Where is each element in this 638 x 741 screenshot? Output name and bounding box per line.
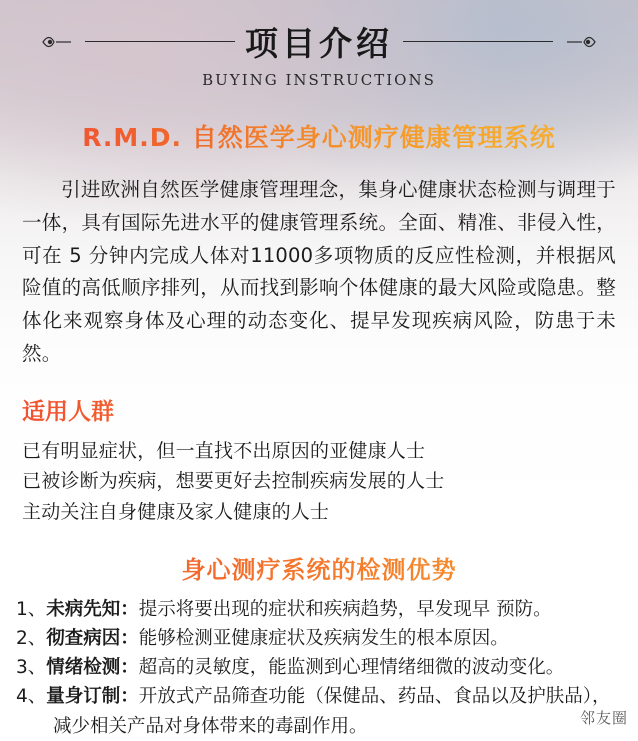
page-subtitle: BUYING INSTRUCTIONS — [202, 71, 436, 89]
list-item — [16, 682, 622, 711]
list-item — [16, 595, 622, 624]
item-text: 超高的灵敏度，能监测到心理情绪细微的波动变化。 — [138, 657, 565, 679]
section-title-audience: 适用人群 — [22, 393, 638, 426]
item-lead: 未病先知： — [46, 598, 139, 620]
page-title: 项目介绍 — [245, 24, 393, 63]
product-headline: R.M.D. 自然医学身心测疗健康管理系统 — [0, 118, 638, 154]
list-item — [16, 624, 622, 653]
item-lead: 量身订制： — [46, 686, 139, 708]
title-row — [0, 0, 638, 65]
list-item: 已被诊断为疾病，想要更好去控制疾病发展的人士 — [22, 470, 445, 493]
header-rule-right — [403, 41, 553, 42]
poster-header — [0, 0, 638, 96]
item-text: 提示将要出现的症状和疾病趋势，早发现早 预防。 — [138, 598, 552, 620]
item-text: 开放式产品筛查功能（保健品、药品、食品以及护肤品）， — [138, 686, 611, 708]
list-item — [16, 653, 622, 682]
diamond-flourish-icon — [41, 34, 75, 50]
section-title-advantages: 身心测疗系统的检测优势 — [0, 550, 638, 585]
header-rule-left — [85, 41, 235, 42]
advantages-list — [16, 595, 622, 712]
item-number: 4、 — [16, 686, 47, 708]
item-number: 2、 — [16, 628, 47, 650]
item-lead: 情绪检测： — [46, 657, 139, 679]
advantages-tail-note: 减少相关产品对身体带来的毒副作用。 — [53, 715, 368, 737]
item-text: 能够检测亚健康症状及疾病发生的根本原因。 — [138, 628, 509, 650]
intro-paragraph: 引进欧洲自然医学健康管理理念，集身心健康状态检测与调理于一体，具有国际先进水平的健康管理系统。全面、精准、非侵入性，可在 5 分钟内完成人体对11000多项物质的反应性检测，并根据风险值的高低顺序排列，从而找到影响个体健康的最大风险或隐患。整体化来观察身体及心理的动态变化、提早发现疾病风险，防患于未然。 — [22, 178, 616, 365]
diamond-flourish-icon-right — [563, 34, 597, 50]
audience-list — [22, 436, 616, 528]
watermark: 邻友圈 — [579, 709, 628, 727]
item-lead: 彻查病因： — [46, 628, 139, 650]
item-number: 3、 — [16, 657, 47, 679]
list-item: 已有明显症状，但一直找不出原因的亚健康人士 — [22, 439, 426, 462]
item-number: 1、 — [16, 598, 47, 620]
list-item: 主动关注自身健康及家人健康的人士 — [22, 501, 330, 524]
